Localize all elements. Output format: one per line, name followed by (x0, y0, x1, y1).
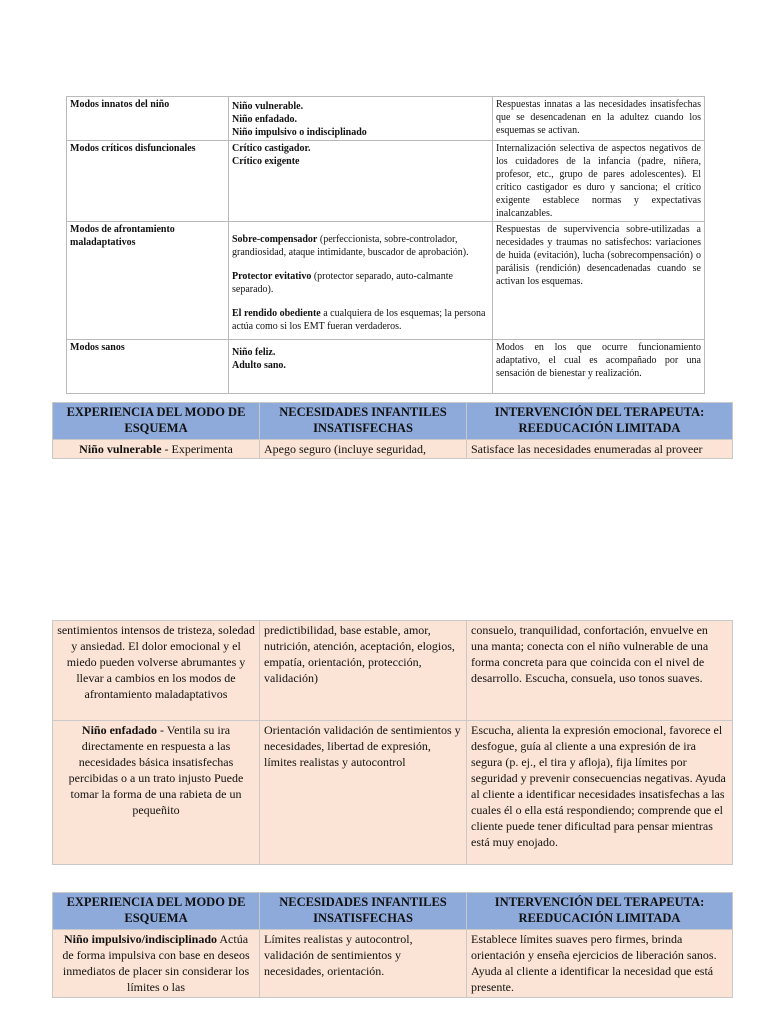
mode-item (232, 233, 489, 259)
mode-item (232, 307, 489, 333)
mode-description: Internalización selectiva de aspectos negativos de los cuidadores de la infancia (padre, niñera, profesor, etc., grupo de pares adolescentes). El crítico castigador es duro y sanciona; el crítico exigente establece normas y expectativas inalcanzables. (493, 141, 705, 222)
mode-item-name: Protector evitativo (232, 271, 312, 282)
mode-label: Niño vulnerable (79, 442, 162, 456)
mode-example: Niño impulsivo o indisciplinado (232, 127, 367, 138)
mode-example: Niño feliz. (232, 347, 276, 358)
table-row (53, 930, 733, 998)
needs-cell (260, 440, 467, 459)
mode-item (232, 270, 489, 296)
mode-example: Crítico castigador. (232, 143, 311, 154)
table-row (67, 97, 705, 141)
mode-example: Adulto sano. (232, 360, 286, 371)
header-experience: EXPERIENCIA DEL MODO DE ESQUEMA (53, 403, 260, 440)
experience-cell (53, 930, 260, 998)
header-intervention: INTERVENCIÓN DEL TERAPEUTA: REEDUCACIÓN LIMITADA (467, 403, 733, 440)
mode-name: Modos innatos del niño (67, 97, 229, 141)
mode-examples (229, 222, 493, 340)
table-row (67, 340, 705, 394)
mode-name: Modos críticos disfuncionales (67, 141, 229, 222)
intervention-text: Escucha, alienta la expresión emocional, favorece el desfogue, guía al cliente a una expresión de ira segura (p. ej., el tira y afloja), fija límites por seguridad y prevenir consecuencias negativas. Ayuda al cliente a identificar necesidades insatisfechas a las cuales él o ella está respondiendo; comprende que el cliente puede tener dificultad para pensar mientras está muy enojado. (467, 721, 733, 865)
table-row (53, 621, 733, 721)
experience-text: Actúa de forma impulsiva con base en deseos inmediatos de placer sin considerar los límites o las (62, 932, 250, 994)
mode-item-detail: (protector separado, auto-calmante separado). (232, 271, 453, 295)
experience-text: sentimientos intensos de tristeza, soledad y ansiedad. El dolor emocional y el miedo pueden volverse abrumantes y llevar a cambios en los modos de afrontamiento maladaptativos (53, 621, 260, 721)
needs-text: Apego seguro (incluye seguridad, (264, 442, 426, 456)
intervention-cell (467, 440, 733, 459)
needs-text: Orientación validación de sentimientos y necesidades, libertad de expresión, límites realistas y autocontrol (260, 721, 467, 865)
mode-description: Respuestas de supervivencia sobre-utilizadas a necesidades y traumas no satisfechos: variaciones de huida (evitación), lucha (sobrecompensación) o parálisis (rendición) desencadenadas cuando se activan los esquemas. (493, 222, 705, 340)
mode-examples (229, 340, 493, 394)
intervention-text: Satisface las necesidades enumeradas al proveer (471, 442, 703, 456)
mode-item-name: Sobre-compensador (232, 234, 318, 245)
header-experience: EXPERIENCIA DEL MODO DE ESQUEMA (53, 893, 260, 930)
needs-text: Límites realistas y autocontrol, validación de sentimientos y necesidades, orientación. (260, 930, 467, 998)
experience-cell (53, 440, 260, 459)
table-row (67, 222, 705, 340)
mode-description: Respuestas innatas a las necesidades insatisfechas que se desencadenan en la adultez cuando los esquemas se activan. (493, 97, 705, 141)
therapy-table-continued (52, 620, 733, 865)
mode-example: Crítico exigente (232, 156, 300, 167)
experience-cell (53, 721, 260, 865)
mode-example: Niño enfadado. (232, 114, 298, 125)
mode-name: Modos de afrontamiento maladaptativos (67, 222, 229, 340)
mode-item-detail: a cualquiera de los esquemas; la persona actúa como si los EMT fueran verdaderos. (232, 308, 486, 332)
mode-examples (229, 141, 493, 222)
needs-text: predictibilidad, base estable, amor, nutrición, atención, aceptación, elogios, empatía, orientación, protección, validación) (260, 621, 467, 721)
intervention-text: consuelo, tranquilidad, confortación, envuelve en una manta; conecta con el niño vulnerable de una forma concreta para que coincida con el nivel de desarrollo. Escucha, consuela, uso tonos suaves. (467, 621, 733, 721)
therapy-table-impulsive (52, 892, 733, 998)
table-row (53, 440, 733, 459)
table-row (67, 141, 705, 222)
mode-description: Modos en los que ocurre funcionamiento adaptativo, el cual es acompañado por una sensación de bienestar y realización. (493, 340, 705, 394)
header-row (53, 403, 733, 440)
experience-text: - Experimenta (161, 442, 233, 456)
header-needs: NECESIDADES INFANTILES INSATISFECHAS (260, 403, 467, 440)
mode-label: Niño impulsivo/indisciplinado (63, 932, 218, 946)
table-row (53, 721, 733, 865)
mode-name: Modos sanos (67, 340, 229, 394)
experience-text: - Ventila su ira directamente en respuesta a las necesidades básica insatisfechas percibidas o a un trato injusto Puede tomar la forma de una rabieta de un pequeñito (68, 723, 244, 817)
mode-label: Niño enfadado (81, 723, 157, 737)
mode-item-detail: (perfeccionista, sobre-controlador, grandiosidad, ataque intimidante, buscador de aprobación). (232, 234, 469, 258)
header-needs: NECESIDADES INFANTILES INSATISFECHAS (260, 893, 467, 930)
header-intervention: INTERVENCIÓN DEL TERAPEUTA: REEDUCACIÓN LIMITADA (467, 893, 733, 930)
intervention-text: Establece límites suaves pero firmes, brinda orientación y enseña ejercicios de liberación sanos. Ayuda al cliente a identificar la necesidad que está presente. (467, 930, 733, 998)
therapy-table-top (52, 402, 733, 459)
mode-item-name: El rendido obediente (232, 308, 321, 319)
modes-table (66, 96, 705, 394)
header-row (53, 893, 733, 930)
mode-example: Niño vulnerable. (232, 101, 304, 112)
mode-examples (229, 97, 493, 141)
